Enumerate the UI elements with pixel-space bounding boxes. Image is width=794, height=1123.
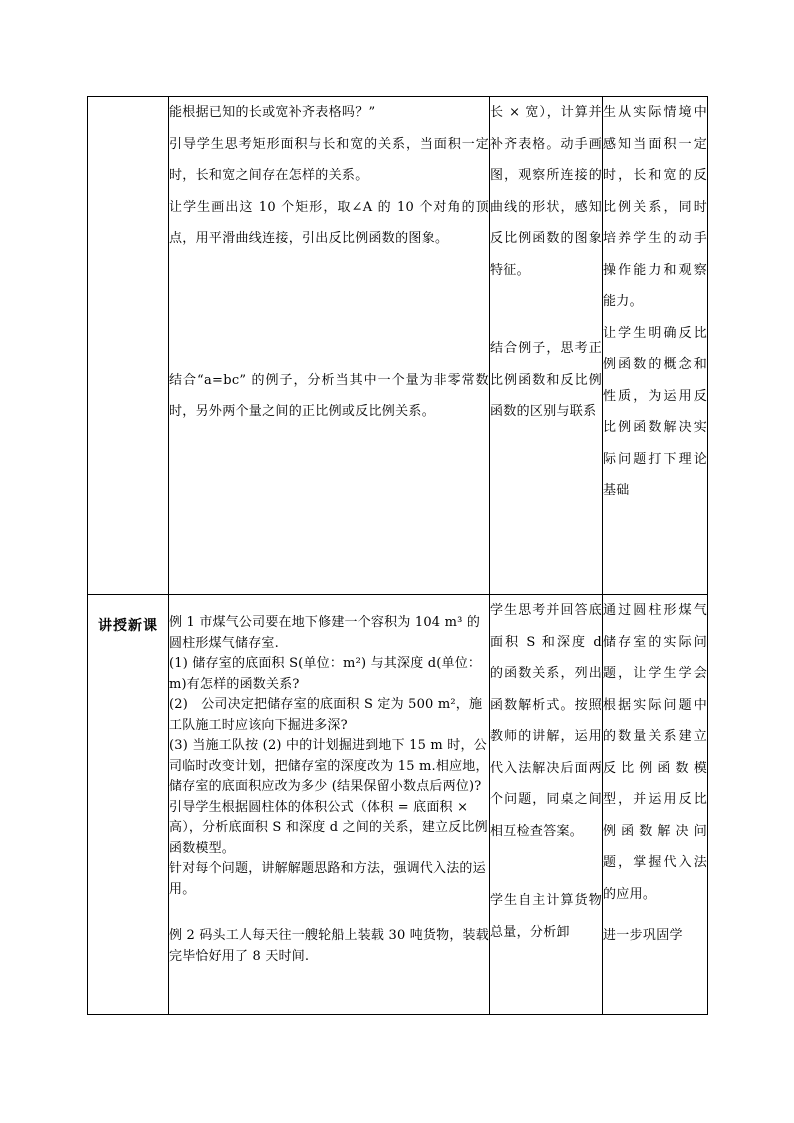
table-row	[88, 595, 708, 1015]
student-text: 学生思考并回答底面积 S 和深度 d 的函数关系，列出函数解析式。按照教师的讲解，运用代入法解决后面两个问题，同桌之间相互检查答案。	[490, 603, 602, 839]
teacher-text: 结合“a=bc” 的例子，分析当其中一个量为非零常数时，另外两个量之间的正比例或反比例关系。	[169, 372, 489, 419]
section-cell	[88, 97, 169, 595]
teacher-text: 让学生画出这 10 个矩形，取∠A 的 10 个对角的顶点，用平滑曲线连接，引出反比例函数的图象。	[169, 199, 489, 246]
teacher-text: 引导学生思考矩形面积与长和宽的关系，当面积一定时，长和宽之间存在怎样的关系。	[169, 136, 489, 183]
teacher-text: (1) 储存室的底面积 S(单位：m²) 与其深度 d(单位：m)有怎样的函数关系?	[169, 656, 482, 692]
design-intent-cell	[603, 97, 708, 595]
table-row	[88, 97, 708, 595]
teacher-text: (3) 当施工队按 (2) 中的计划掘进到地下 15 m 时，公司临时改变计划，把储存室的深度改为 15 m.相应地，储存室的底面积应改为多少 (结果保留小数点后两位)?	[169, 738, 489, 794]
teacher-text: 引导学生根据圆柱体的体积公式（体积 = 底面积 × 高），分析底面积 S 和深度 d 之间的关系，建立反比例函数模型。	[169, 799, 488, 856]
teacher-activity-cell	[169, 97, 490, 595]
student-activity-cell	[490, 97, 603, 595]
teacher-text: (2) 公司决定把储存室的底面积 S 定为 500 m²，施工队施工时应该向下掘进多深?	[169, 697, 483, 733]
section-title: 讲授新课	[98, 618, 158, 634]
section-cell	[88, 595, 169, 1015]
intent-text: 进一步巩固学	[603, 928, 683, 943]
student-text: 学生自主计算货物总量，分析卸	[490, 893, 602, 940]
teacher-text: 能根据已知的长或宽补齐表格吗？”	[169, 105, 376, 120]
teacher-text: 例 1 市煤气公司要在地下修建一个容积为 104 m³ 的圆柱形煤气储存室.	[169, 615, 481, 651]
teacher-text: 针对每个问题，讲解解题思路和方法，强调代入法的运用。	[169, 861, 486, 897]
teacher-activity-cell	[169, 595, 490, 1015]
intent-text: 通过圆柱形煤气储存室的实际问题，让学生学会根据实际问题中的数量关系建立反比例函数模型，并运用反比例函数解决问题，掌握代入法的应用。	[603, 603, 707, 902]
student-text: 结合例子，思考正比例函数和反比例函数的区别与联系	[490, 341, 602, 419]
lesson-plan-table	[87, 96, 708, 1015]
intent-text: 生从实际情境中感知当面积一定时，长和宽的反比例关系，同时培养学生的动手操作能力和观察能力。	[603, 105, 707, 309]
intent-text: 让学生明确反比例函数的概念和性质，为运用反比例函数解决实际问题打下理论基础	[603, 325, 707, 498]
teacher-text: 例 2 码头工人每天往一艘轮船上装载 30 吨货物，装载完毕恰好用了 8 天时间.	[169, 928, 489, 964]
student-activity-cell	[490, 595, 603, 1015]
student-text: 长 × 宽），计算并补齐表格。动手画图，观察所连接的曲线的形状，感知反比例函数的图象特征。	[490, 105, 602, 278]
design-intent-cell	[603, 595, 708, 1015]
